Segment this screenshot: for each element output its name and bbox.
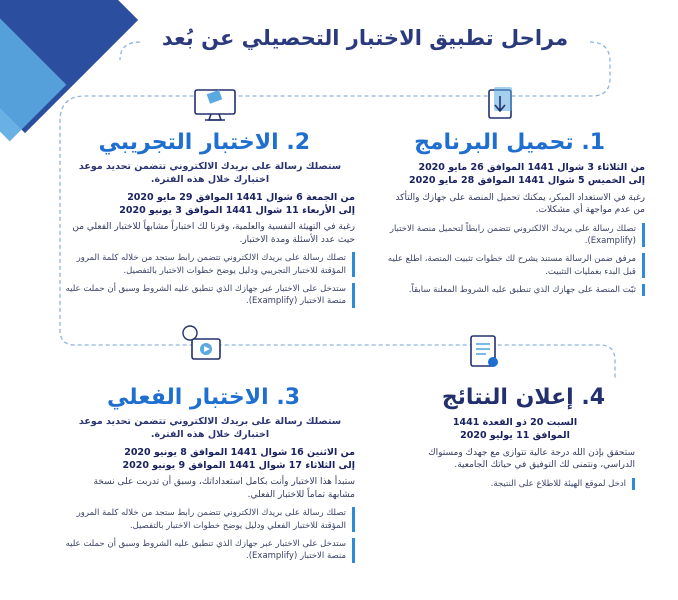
step-3-dates (65, 446, 355, 473)
computer-icon (192, 82, 238, 128)
step-3-description: ستبدأ هذا الاختبار وأنت بكامل استعداداتك، وسبق أن تدربت على نسخة مشابهة تماماً للاختبار الفعلي. (93, 477, 355, 500)
step-4-title: 4. إعلان النتائج (441, 385, 605, 410)
step-3-title: 3. الاختبار الفعلي (107, 385, 300, 410)
step-4-bullet: ادخل لموقع الهيئة للاطلاع على النتيجة. (395, 478, 635, 490)
step-3-intro: ستصلك رسالة على بريدك الالكتروني تتضمن تحديد موعد اختبارك خلال هذه الفترة. (78, 416, 342, 440)
step-2-date-to: إلى الأربعاء 11 شوال 1441 الموافق 3 يونيو 2020 (119, 204, 355, 216)
page-title: مراحل تطبيق الاختبار التحصيلي عن بُعد (161, 26, 569, 50)
step-4-dates (395, 416, 635, 443)
step-2-title: 2. الاختبار التجريبي (98, 130, 310, 155)
step-2-bullet: ستدخل على الاختبار عبر جهازك الذي تنطبق عليه الشروط وسبق أن حملت عليه منصة الاختبار (Examplify). (65, 283, 355, 308)
step-4-description: ستحقق بإذن الله درجة عالية تتوازى مع جهدك ومستواك الدراسي، ونتمنى لك التوفيق في حياتك الجامعية. (428, 447, 635, 471)
step-2-bullet: تصلك رسالة على بريدك الالكتروني تتضمن رابط ستجد من خلاله كلمة المرور المؤقتة للاختبار التجريبي ودليل يوضح خطوات الاختبار بالتفصيل. (65, 252, 355, 277)
step-1-date-from: من الثلاثاء 3 شوال 1441 الموافق 26 مايو 2020 (418, 162, 645, 173)
step-1-title: 1. تحميل البرنامج (414, 130, 605, 155)
step-2-trial-exam (65, 130, 355, 314)
step-4-date-gregorian: الموافق 11 يوليو 2020 (460, 430, 570, 442)
step-1-bullet: ثبّت المنصة على جهازك الذي تنطبق عليه الشروط المعلنة سابقاً. (385, 284, 645, 296)
step-1-bullet: تصلك رسالة على بريدك الالكتروني تتضمن رابطاً لتحميل منصة الاختبار (Examplify). (385, 223, 645, 248)
step-2-dates (65, 191, 355, 218)
download-icon (480, 84, 520, 128)
step-1-description: رغبة في الاستعداد المبكر، يمكنك تحميل المنصة على جهازك والتأكد من عدم مواجهة أي مشكلات. (395, 192, 645, 216)
step-4-results (395, 385, 635, 496)
step-1-date-to: إلى الخميس 5 شوال 1441 الموافق 28 مايو 2020 (409, 175, 645, 187)
step-3-date-from: من الاثنين 16 شوال 1441 الموافق 8 يونيو 2020 (124, 446, 355, 458)
step-4-date-day: السبت 20 ذو القعدة 1441 (452, 417, 578, 428)
step-3-date-to: إلى الثلاثاء 17 شوال 1441 الموافق 9 يونيو 2020 (122, 459, 355, 471)
step-1-download (385, 130, 645, 302)
step-3-actual-exam (65, 385, 355, 569)
step-1-dates (385, 161, 645, 188)
video-icon (180, 323, 224, 371)
step-2-intro: ستصلك رسالة على بريدك الالكتروني تتضمن تحديد موعد اختبارك خلال هذه الفترة. (78, 161, 342, 185)
step-2-date-from: من الجمعة 6 شوال 1441 الموافق 29 مايو 2020 (127, 191, 355, 203)
step-1-bullet: مرفق ضمن الرسالة مستند يشرح لك خطوات تثبيت المنصة، اطلع عليه قبل البدء بعمليات التثبيت. (385, 253, 645, 278)
certificate-icon (462, 330, 506, 378)
step-2-description: رغبة في التهيئة النفسية والعلمية، وفرنا لك اختباراً مشابهاً للاختبار الفعلي من حيث عدد الأسئلة ومدة الاختبار. (72, 222, 355, 245)
step-3-bullet: تصلك رسالة على بريدك الالكتروني تتضمن رابط ستجد من خلاله كلمة المرور المؤقتة للاختبار الفعلي ودليل يوضح خطوات الاختبار بالتفصيل. (65, 507, 355, 532)
step-3-bullet: ستدخل على الاختبار عبر جهازك الذي تنطبق عليه الشروط وسبق أن حملت عليه منصة الاختبار (Examplify). (65, 538, 355, 563)
